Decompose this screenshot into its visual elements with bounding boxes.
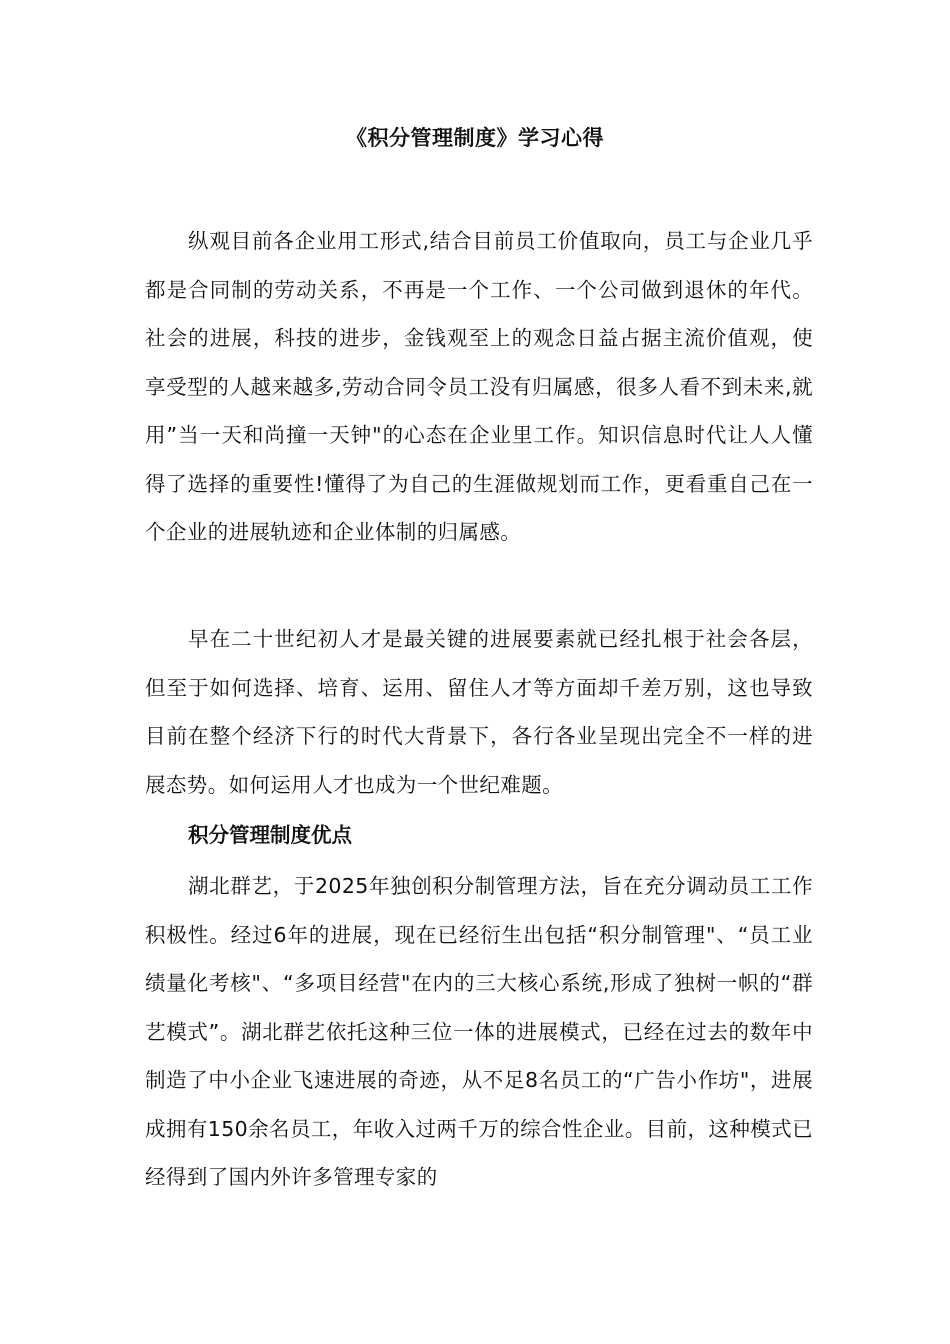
paragraph-employment-forms: 纵观目前各企业用工形式,结合目前员工价值取向，员工与企业几乎都是合同制的劳动关系，不再是一个工作、一个公司做到退休的年代。社会的进展，科技的进步，金钱观至上的观念日益占据主流价值观，使享受型的人越来越多,劳动合同令员工没有归属感，很多人看不到未来,就用”当一天和尚撞一天钟"的心态在企业里工作。知识信息时代让人人懂得了选择的重要性!懂得了为自己的生涯做规划而工作，更看重自己在一个企业的进展轨迹和企业体制的归属感。 bbox=[145, 229, 813, 544]
paragraph-qunyi-model: 湖北群艺，于2025年独创积分制管理方法，旨在充分调动员工工作积极性。经过6年的进展，现在已经衍生出包括“积分制管理"、“员工业绩量化考核"、“多项目经营"在内的三大核心系统,形成了独树一帜的“群艺模式”。湖北群艺依托这种三位一体的进展模式，已经在过去的数年中制造了中小企业飞速进展的奇迹，从不足8名员工的“广告小作坊"，进展成拥有150余名员工，年收入过两千万的综合性企业。目前，这种模式已经得到了国内外许多管理专家的 bbox=[145, 874, 813, 1189]
section-heading-advantages: 积分管理制度优点 bbox=[188, 823, 352, 847]
paragraph-talent-factor: 早在二十世纪初人才是最关键的进展要素就已经扎根于社会各层，但至于如何选择、培育、运用、留住人才等方面却千差万别，这也导致目前在整个经济下行的时代大背景下，各行各业呈现出完全不一样的进展态势。如何运用人才也成为一个世纪难题。 bbox=[145, 627, 813, 797]
document-title: 《积分管理制度》学习心得 bbox=[346, 126, 604, 150]
